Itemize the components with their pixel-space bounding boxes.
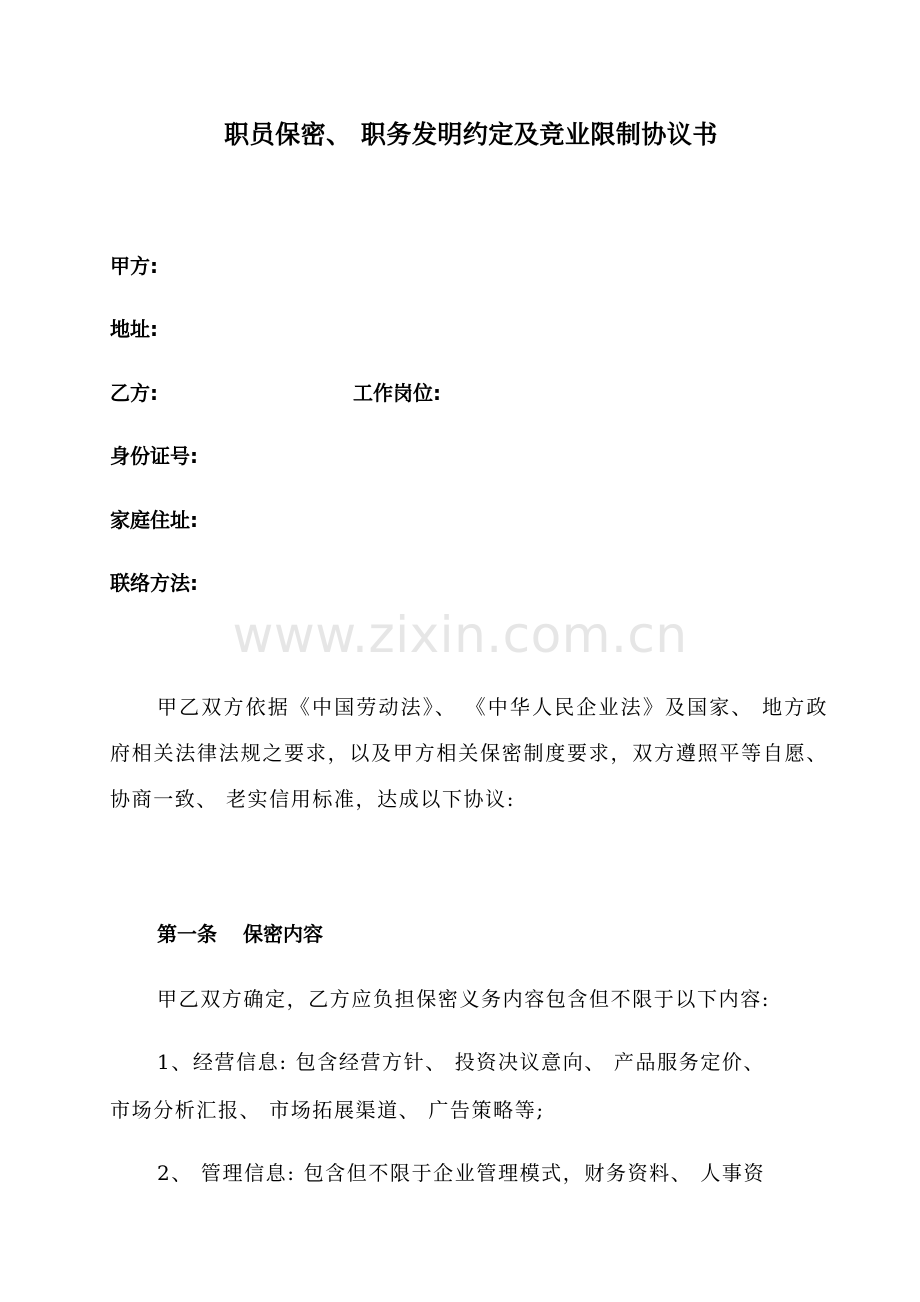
- article-1-item-1-line-2: 市场分析汇报、 市场拓展渠道、 广告策略等;: [110, 1098, 545, 1122]
- address-label: 地址:: [110, 317, 158, 341]
- article-1-item-1-line-1: 1、经营信息: 包含经营方针、 投资决议意向、 产品服务定价、: [157, 1050, 766, 1074]
- article-1-number: 第一条: [157, 922, 217, 946]
- article-1-intro: 甲乙双方确定，乙方应负担保密义务内容包含但不限于以下内容:: [157, 987, 771, 1011]
- article-1-item-2-line-1: 2、 管理信息: 包含但不限于企业管理模式，财务资料、 人事资: [157, 1161, 766, 1185]
- party-a-label: 甲方:: [110, 254, 158, 278]
- article-1-title: 保密内容: [243, 922, 323, 946]
- article-1-heading: [157, 918, 323, 947]
- preamble-paragraph: 甲乙双方依据《中国劳动法》、 《中华人民企业法》及国家、 地方政府相关法律法规之要求，以及甲方相关保密制度要求，双方遵照平等自愿、 协商一致、 老实信用标准，达成以下协议:: [110, 695, 828, 811]
- contact-label: 联络方法:: [110, 571, 198, 595]
- id-number-label: 身份证号:: [110, 444, 198, 468]
- document-title: 职员保密、 职务发明约定及竞业限制协议书: [224, 120, 718, 149]
- position-label: 工作岗位:: [353, 381, 441, 405]
- home-address-label: 家庭住址:: [110, 508, 198, 532]
- party-b-label: 乙方:: [110, 381, 158, 405]
- watermark: www.zixin.com.cn: [232, 606, 688, 664]
